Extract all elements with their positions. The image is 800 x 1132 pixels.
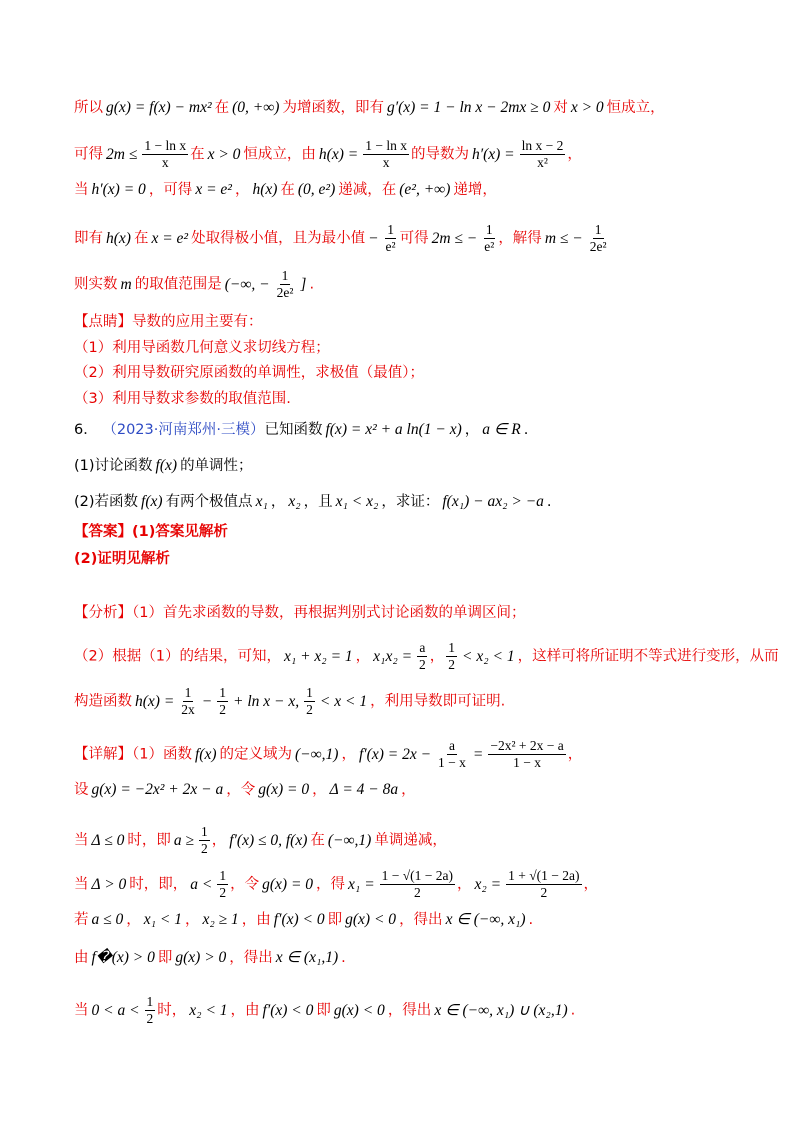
math-fraction [488, 738, 565, 771]
text-line-l12 [74, 492, 552, 512]
fraction-numerator: 1 [219, 685, 227, 700]
solution-text: 在 [214, 100, 230, 116]
fraction-numerator: 1 − ln x [365, 138, 407, 153]
text-line-l2 [74, 138, 582, 171]
question-text: ， [270, 494, 286, 510]
math-expression: x₁ < 1 [143, 911, 182, 928]
math-expression: f′(x) < 0 [262, 1001, 314, 1019]
solution-text: . [528, 912, 534, 928]
text-line-l1 [74, 98, 665, 118]
question-text: (1)讨论函数 [74, 458, 153, 474]
text-line-l7 [74, 338, 330, 358]
fraction-numerator: 1 [594, 222, 602, 237]
math-fraction [275, 268, 296, 301]
solution-text: ，由 [241, 912, 271, 928]
solution-text: 单调递减， [374, 832, 447, 849]
fraction-denominator: x [382, 155, 390, 170]
solution-text: ， [429, 648, 445, 665]
math-expression: f(x) [194, 745, 217, 763]
text-line-l15 [74, 603, 525, 623]
solution-text: 对 [553, 100, 568, 116]
math-fraction [482, 222, 496, 255]
solution-text: 时，即， [129, 876, 188, 893]
math-expression: m [120, 275, 132, 293]
fraction-numerator: 1 [281, 268, 289, 283]
solution-text: ， [567, 146, 582, 163]
fraction-numerator: a [419, 640, 426, 655]
fraction-numerator: 1 [485, 222, 493, 237]
solution-text: ，这样可将所证明不等式进行变形，从而 [517, 648, 779, 665]
solution-text: 若 [74, 912, 89, 928]
math-expression: f(x) [155, 457, 178, 474]
solution-text: ，得出 [229, 950, 273, 966]
math-expression: h(x) = [318, 145, 359, 163]
solution-text: ，得 [316, 876, 346, 893]
text-line-l20 [74, 824, 447, 857]
math-fraction [142, 138, 188, 171]
fraction-numerator: 1 − √(1 − 2a) [381, 868, 454, 883]
math-expression: h′(x) = [471, 145, 515, 163]
solution-text: 可得 [74, 146, 103, 163]
fraction-numerator: 1 [200, 824, 208, 839]
solution-text: 在 [190, 146, 205, 163]
question-text: ，求证： [381, 494, 440, 510]
solution-text: 即 [316, 1002, 331, 1019]
solution-text: ， [457, 876, 472, 893]
math-expression: + ln x − x, [233, 692, 300, 710]
math-expression: x₁ + x₂ = 1 [283, 647, 353, 665]
solution-text: ， [401, 782, 416, 798]
math-expression: m ≤ − [544, 229, 583, 247]
fraction-denominator: 2 [306, 702, 313, 717]
solution-text: ，令 [226, 782, 256, 798]
solution-text: 恒成立， [606, 100, 665, 116]
fraction-denominator: x [161, 155, 169, 170]
solution-text: （2）利用导数研究原函数的单调性，求极值（最值）； [74, 365, 424, 381]
solution-text: ，令 [230, 876, 260, 893]
solution-text: 【点睛】导数的应用主要有： [74, 314, 263, 330]
math-fraction [446, 640, 457, 673]
math-expression: x > 0 [570, 99, 604, 116]
math-expression: (−∞,1) [295, 745, 339, 763]
fraction-denominator: 1 − x [513, 755, 542, 770]
answer-text: (2)证明见解析 [74, 551, 170, 567]
solution-text: 当 [74, 876, 89, 893]
solution-text: 所以 [74, 100, 103, 116]
solution-text: 由 [74, 950, 89, 966]
fraction-denominator: 2 [540, 885, 548, 900]
question-text: 的单调性； [180, 458, 253, 474]
text-line-l22 [74, 910, 533, 930]
math-expression: (−∞,1) [327, 831, 372, 849]
math-expression: − [201, 692, 213, 710]
solution-text: （3）利用导数求参数的取值范围. [74, 391, 291, 407]
fraction-denominator: 2e² [276, 285, 294, 300]
text-line-l21 [74, 868, 598, 901]
solution-text: （1）利用导函数几何意义求切线方程； [74, 340, 330, 356]
math-fraction [179, 685, 197, 718]
answer-text: 【答案】(1)答案见解析 [74, 524, 228, 540]
math-fraction [145, 994, 156, 1027]
text-line-l19 [74, 780, 416, 800]
solution-text: . [341, 950, 346, 966]
fraction-denominator: e² [484, 239, 495, 254]
text-line-l6 [74, 312, 263, 332]
text-line-l16 [74, 640, 779, 673]
math-expression: h(x) = [135, 692, 175, 710]
question-text: ，且 [303, 494, 333, 510]
text-line-l4 [74, 222, 611, 255]
math-expression: f(x₁) − ax₂ > −a [442, 493, 544, 510]
solution-text: 恒成立，由 [243, 146, 316, 163]
math-expression: a < [190, 875, 213, 893]
fraction-denominator: 2 [146, 1011, 154, 1026]
solution-text: 【分析】（1）首先求函数的导数，再根据判别式讨论函数的单调区间； [74, 605, 526, 621]
solution-text: 在 [280, 182, 295, 198]
text-line-l13 [74, 522, 228, 542]
math-expression: Δ = 4 − 8a [329, 781, 399, 798]
solution-text: ， [583, 876, 599, 893]
fraction-numerator: 1 [448, 640, 456, 655]
solution-text: 递减，在 [338, 182, 397, 198]
math-expression: x₁ = [348, 875, 375, 893]
fraction-numerator: 1 [387, 222, 394, 237]
math-expression: x₂ = [474, 875, 502, 893]
math-expression: (0, +∞) [232, 99, 280, 116]
text-line-l17 [74, 685, 505, 718]
math-expression: ] [300, 275, 307, 293]
math-fraction [217, 868, 228, 901]
math-expression: < x < 1 [319, 692, 368, 710]
text-line-l10 [74, 420, 528, 440]
math-expression: = [472, 745, 484, 763]
solution-text: . [570, 1002, 576, 1019]
math-expression: 2m ≤ − [431, 229, 478, 247]
solution-text: 递增， [453, 182, 497, 198]
solution-text: （2）根据（1）的结果，可知， [74, 648, 281, 665]
source-tag: （2023·河南郑州·三模） [102, 422, 265, 438]
math-expression: − [368, 229, 379, 247]
solution-text: 即 [327, 912, 343, 928]
solution-text: 当 [74, 832, 89, 849]
text-line-l9 [74, 389, 291, 409]
solution-text: 则实数 [74, 276, 118, 293]
solution-text: ， [567, 746, 583, 763]
solution-text: 在 [133, 230, 149, 247]
math-expression: x = e² [151, 229, 189, 247]
math-expression: g(x) = 0 [262, 875, 314, 893]
solution-text: 的定义域为 [219, 746, 292, 763]
solution-text: 当 [74, 1002, 89, 1019]
math-expression: f′(x) ≤ 0, f(x) [229, 831, 308, 849]
question-text: 有两个极值点 [165, 494, 253, 510]
solution-text: ，利用导数即可证明. [370, 693, 506, 710]
solution-text: ， [355, 648, 371, 665]
math-expression: h′(x) = 0 [91, 181, 146, 198]
solution-text: ， [185, 912, 200, 928]
fraction-numerator: 1 [306, 685, 313, 700]
solution-text: ， [126, 912, 141, 928]
question-text: . [523, 422, 529, 438]
question-text: ， [464, 422, 480, 438]
question-text: . [546, 494, 552, 510]
text-line-l3 [74, 180, 497, 200]
solution-text: 设 [74, 782, 89, 798]
fraction-denominator: 2 [219, 702, 227, 717]
solution-text: 时，即 [127, 832, 171, 849]
text-line-l11 [74, 456, 253, 476]
fraction-denominator: 2e² [589, 239, 607, 254]
solution-text: 【详解】（1）函数 [74, 746, 192, 763]
math-expression: Δ > 0 [91, 875, 127, 893]
math-expression: (e², +∞) [399, 181, 451, 198]
math-expression: x = e² [195, 181, 232, 198]
math-expression: h(x) [252, 181, 278, 198]
text-line-l18 [74, 738, 582, 771]
math-fraction [588, 222, 609, 255]
fraction-numerator: 1 [219, 868, 227, 883]
solution-text: ， [234, 182, 250, 198]
math-expression: x ∈ (−∞, x₁) [445, 911, 526, 928]
math-expression: h(x) [106, 229, 131, 247]
fraction-numerator: 1 [146, 994, 154, 1009]
solution-text: 可得 [399, 230, 429, 247]
fraction-denominator: e² [385, 239, 396, 254]
fraction-denominator: x² [537, 155, 548, 170]
text-line-l24 [74, 994, 575, 1027]
question-text: 已知函数 [264, 422, 323, 438]
math-expression: g(x) = −2x² + 2x − a [91, 781, 224, 798]
fraction-numerator: 1 + √(1 − 2a) [508, 868, 580, 883]
math-fraction [217, 685, 228, 718]
fraction-numerator: 1 [184, 685, 192, 700]
solution-text: ，可得 [148, 182, 193, 198]
math-expression: g(x) < 0 [333, 1001, 385, 1019]
fraction-denominator: 2 [419, 657, 426, 672]
text-line-l14 [74, 549, 170, 569]
math-expression: x₂ [288, 493, 301, 510]
math-fraction [380, 868, 455, 901]
math-fraction [304, 685, 315, 718]
math-expression: a ≥ [173, 831, 194, 849]
math-expression: a ∈ R [482, 421, 521, 438]
fraction-numerator: 1 − ln x [144, 138, 187, 153]
math-expression: x₂ < 1 [189, 1001, 228, 1019]
math-expression: x₂ ≥ 1 [202, 911, 239, 928]
math-expression: g(x) = 0 [258, 781, 310, 798]
math-expression: f�(x) > 0 [91, 949, 155, 966]
math-expression: x₁x₂ = [373, 647, 413, 665]
text-line-l8 [74, 363, 424, 383]
solution-text: ， [312, 782, 327, 798]
math-fraction [506, 868, 581, 901]
math-expression: x₁ < x₂ [335, 493, 379, 510]
math-fraction [199, 824, 210, 857]
math-expression: g′(x) = 1 − ln x − 2mx ≥ 0 [386, 99, 551, 116]
math-expression: f′(x) = 2x − [358, 745, 432, 763]
text-line-l5 [74, 268, 314, 301]
math-expression: < x₂ < 1 [462, 647, 515, 665]
fraction-numerator: a [448, 738, 455, 753]
text-line-l23 [74, 948, 346, 968]
math-expression: x ∈ (x₁,1) [275, 949, 339, 966]
solution-text: 的取值范围是 [134, 276, 222, 293]
question-text: (2)若函数 [74, 494, 139, 510]
math-expression: x ∈ (−∞, x₁) ∪ (x₂,1) [434, 1001, 568, 1019]
solution-text: 当 [74, 182, 89, 198]
solution-text: ，由 [230, 1002, 260, 1019]
math-expression: g(x) < 0 [345, 911, 397, 928]
fraction-denominator: 2 [200, 841, 208, 856]
math-fraction [436, 738, 468, 771]
fraction-denominator: 2 [448, 657, 456, 672]
solution-text: 即有 [74, 230, 103, 247]
solution-text: 即 [157, 950, 173, 966]
math-expression: g(x) = f(x) − mx² [106, 99, 212, 116]
math-expression: f′(x) < 0 [273, 911, 325, 928]
math-expression: g(x) > 0 [175, 949, 227, 966]
math-fraction [520, 138, 566, 171]
solution-text: 为增函数，即有 [282, 100, 384, 116]
fraction-denominator: 2x [181, 702, 195, 717]
math-fraction [363, 138, 409, 171]
math-expression: x₁ [255, 493, 268, 510]
solution-text: 的导数为 [410, 146, 469, 163]
math-expression: f(x) = x² + a ln(1 − x) [325, 421, 462, 438]
solution-text: ， [341, 746, 356, 763]
math-fraction [384, 222, 398, 255]
math-expression: a ≤ 0 [91, 911, 124, 928]
solution-text: 构造函数 [74, 693, 132, 710]
solution-text: ，解得 [498, 230, 542, 247]
solution-text: 处取得极小值，且为最小值 [191, 230, 366, 247]
math-expression: (−∞, − [224, 275, 270, 293]
solution-text: ，得出 [387, 1002, 432, 1019]
math-expression: Δ ≤ 0 [91, 831, 125, 849]
math-fraction [417, 640, 428, 673]
fraction-denominator: 2 [219, 885, 227, 900]
math-expression: (0, e²) [297, 181, 336, 198]
solution-text: 在 [310, 832, 325, 849]
question-text: 6． [74, 422, 103, 438]
math-expression: 2m ≤ [106, 145, 138, 163]
fraction-denominator: 1 − x [438, 755, 466, 770]
math-expression: 0 < a < [91, 1001, 140, 1019]
solution-text: 时， [157, 1002, 187, 1019]
solution-text: ，得出 [399, 912, 443, 928]
fraction-numerator: −2x² + 2x − a [490, 738, 564, 753]
solution-text: . [309, 276, 315, 293]
math-expression: x > 0 [207, 145, 241, 163]
fraction-denominator: 2 [413, 885, 421, 900]
solution-text: ， [211, 832, 227, 849]
math-expression: f(x) [141, 493, 163, 510]
fraction-numerator: ln x − 2 [521, 138, 564, 153]
